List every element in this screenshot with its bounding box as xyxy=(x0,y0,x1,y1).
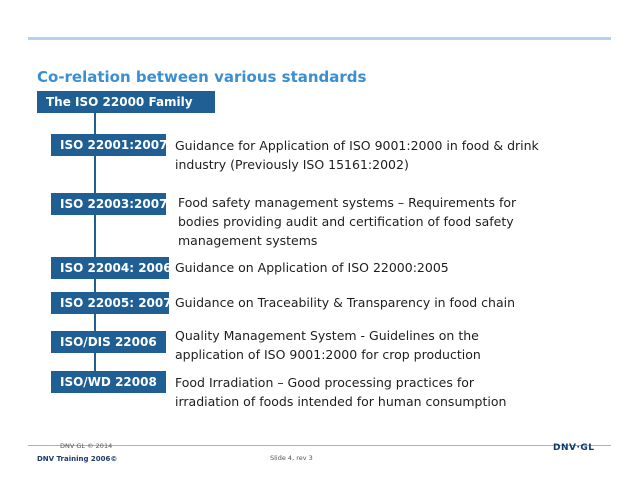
description-line: bodies providing audit and certification of food safety xyxy=(178,214,514,229)
description-line: Guidance for Application of ISO 9001:2000 in food & drink xyxy=(175,138,539,153)
description-line: Food Irradiation – Good processing practices for xyxy=(175,375,475,390)
slide-title: Co-relation between various standards xyxy=(37,68,367,86)
description-line: Food safety management systems – Requirements for xyxy=(178,195,517,210)
standard-code-badge: ISO 22003:2007 xyxy=(51,193,166,215)
dnv-gl-logo: DNV·GL xyxy=(553,443,595,453)
footer-rule xyxy=(28,445,611,446)
description-line: Guidance on Traceability & Transparency in food chain xyxy=(175,295,516,310)
description-line: management systems xyxy=(178,233,318,248)
standard-description xyxy=(175,326,481,364)
description-line: irradiation of foods intended for human consumption xyxy=(175,394,507,409)
description-line: application of ISO 9001:2000 for crop production xyxy=(175,347,481,362)
standard-description xyxy=(178,193,516,250)
standard-description xyxy=(175,136,539,174)
standard-description xyxy=(175,258,449,277)
slide-number: Slide 4, rev 3 xyxy=(270,454,313,462)
standard-code-badge: ISO/DIS 22006 xyxy=(51,331,166,353)
header-rule xyxy=(28,37,611,40)
standard-code-badge: ISO 22005: 2007 xyxy=(51,292,169,314)
training-text: DNV Training 2006© xyxy=(37,455,118,463)
family-label: The ISO 22000 Family xyxy=(37,91,215,113)
description-line: Guidance on Application of ISO 22000:2005 xyxy=(175,260,449,275)
standard-description xyxy=(175,373,506,411)
copyright-text: DNV GL © 2014 xyxy=(60,442,113,450)
standard-code-badge: ISO/WD 22008 xyxy=(51,371,166,393)
description-line: Quality Management System - Guidelines on the xyxy=(175,328,479,343)
standard-code-badge: ISO 22001:2007 xyxy=(51,134,166,156)
standard-description xyxy=(175,293,515,312)
standard-code-badge: ISO 22004: 2006 xyxy=(51,257,169,279)
description-line: industry (Previously ISO 15161:2002) xyxy=(175,157,409,172)
